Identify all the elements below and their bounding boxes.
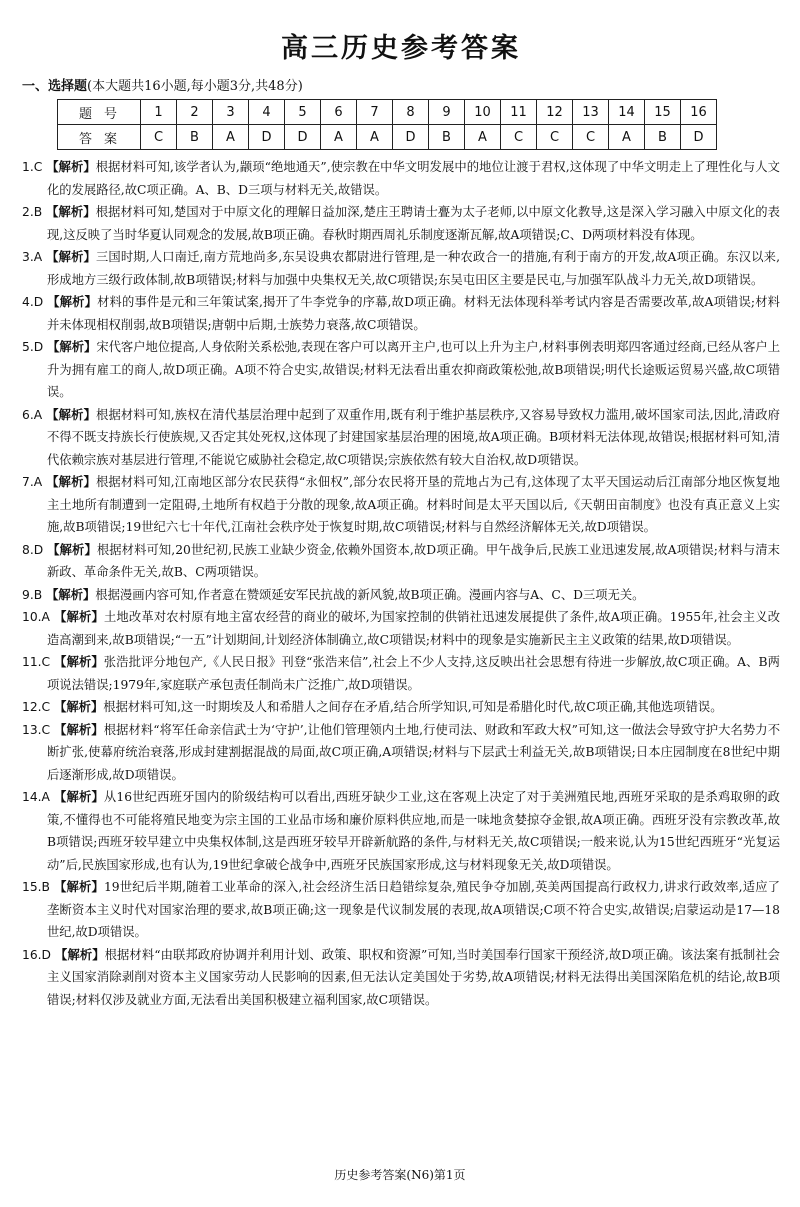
question-number-cell: 6 [321,100,357,125]
answer-cell: B [177,125,213,150]
question-number-cell: 15 [645,100,681,125]
answer-cell: B [429,125,465,150]
item-number: 9.B [22,587,43,602]
item-text: 材料的事件是元和三年策试案,揭开了牛李党争的序幕,故D项正确。材料无法体现科举考试内容是否需要改革,故A项错误;材料并未体现相权削弱,故B项错误;唐朝中后期,士族势力衰落,故C项错误。 [47,295,780,332]
page-footer: 历史参考答案(N6)第1页 [334,1168,466,1182]
item-text: 19世纪后半期,随着工业革命的深入,社会经济生活日趋错综复杂,殖民争夺加剧,英美两国提高行政权力,讲求行政效率,适应了垄断资本主义时代对国家治理的要求,故B项正确;这一现象是代议制发展的表现,故A项错误;C项不符合史实,故错误;启蒙运动是17—18世纪,故D项错误。 [47,880,780,939]
item-number: 6.A [22,407,43,422]
explanation-item [22,719,780,787]
item-text: 根据材料可知,20世纪初,民族工业缺少资金,依赖外国资本,故D项正确。甲午战争后,民族工业迅速发展,故A项错误;材料与清末新政、革命条件无关,故B、C两项错误。 [47,542,780,579]
answer-cell: A [357,125,393,150]
explanation-item [22,696,780,719]
question-number-cell: 11 [501,100,537,125]
explanation-item [22,606,780,651]
section-title: 一、选择题 [22,79,88,94]
explanation-item [22,246,780,291]
answer-table-number-row [58,100,717,125]
item-number: 13.C [22,722,51,737]
analysis-tag: 【解析】 [47,339,97,354]
answer-cell: C [573,125,609,150]
analysis-tag: 【解析】 [46,474,96,489]
explanation-item [22,539,780,584]
question-number-cell: 7 [357,100,393,125]
answer-cell: D [285,125,321,150]
explanation-list [22,156,780,1011]
analysis-tag: 【解析】 [46,406,97,422]
answer-cell: B [645,125,681,150]
explanation-item [22,291,780,336]
analysis-tag: 【解析】 [46,586,96,602]
item-number: 4.D [22,295,44,309]
row-label-answer: 答案 [58,125,141,150]
analysis-tag: 【解析】 [46,159,96,174]
explanation-item [22,651,780,696]
item-number: 5.D [22,340,44,354]
analysis-tag: 【解析】 [54,699,104,714]
question-number-cell: 12 [537,100,573,125]
answer-cell: D [393,125,429,150]
item-text: 土地改革对农村原有地主富农经营的商业的破坏,为国家控制的供销社迅速发展提供了条件,故A项正确。1955年,社会主义改造高潮到来,故B项错误;“一五”计划期间,计划经济体制确立,故C项错误;材料中的现象是实施新民主主义政策的结果,故D项错误。 [47,610,780,647]
section-note: (本大题共16小题,每小题3分,共48分) [87,79,303,94]
item-number: 8.D [22,542,44,557]
answer-cell: A [213,125,249,150]
answer-cell: D [681,125,717,150]
row-label-number: 题号 [58,100,141,125]
answer-cell: C [141,125,177,150]
answer-table [57,99,717,150]
answer-cell: C [537,125,573,150]
item-number: 11.C [22,655,51,669]
page-title: 高三历史参考答案 [281,33,521,64]
analysis-tag: 【解析】 [54,789,104,804]
item-text: 根据材料“将军任命亲信武士为‘守护’,让他们管理领内土地,行使司法、财政和军政大权”可知,这一做法会导致守护大名势力不断扩张,使幕府统治衰落,形成封建割据混战的局面,故C项正确,A项错误;材料与下层武士利益无关,故B项错误;日本庄园制度在8世纪中期后逐渐形成,故D项错误。 [47,722,780,782]
analysis-tag: 【解析】 [46,249,96,264]
analysis-tag: 【解析】 [47,541,97,557]
item-number: 16.D [22,947,52,962]
explanation-item [22,944,780,1012]
item-text: 根据漫画内容可知,作者意在赞颂延安军民抗战的新风貌,故B项正确。漫画内容与A、C、D三项无关。 [95,587,645,602]
item-text: 从16世纪西班牙国内的阶级结构可以看出,西班牙缺少工业,这在客观上决定了对于美洲殖民地,西班牙采取的是杀鸡取卵的政策,不懂得也不可能将殖民地变为宗主国的工业品市场和廉价原料供应地,而是一味地贪婪掠夺金银,故A项正确。西班牙没有宗教改革,故B项错误;西班牙较早建立中央集权体制,这是西班牙较早开辟新航路的条件,与材料无关,故C项错误;一般来说,认为15世纪西班牙“光复运动”后,民族国家形成,也有认为,19世纪拿破仑战争中,西班牙民族国家形成,这与材料现象无关,故D项错误。 [47,790,780,872]
explanation-item [22,471,780,539]
analysis-tag: 【解析】 [54,721,104,737]
question-number-cell: 10 [465,100,501,125]
question-number-cell: 14 [609,100,645,125]
item-text: 根据材料可知,楚国对于中原文化的理解日益加深,楚庄王聘请士亹为太子老师,以中原文化教导,这是深入学习融入中原文化的表现,这反映了当时华夏认同观念的发展,故B项正确。春秋时期西周礼乐制度逐渐瓦解,故A项错误;C、D两项材料没有体现。 [47,205,780,242]
item-text: 根据材料可知,该学者认为,颛顼“绝地通天”,使宗教在中华文明发展中的地位让渡于君权,这体现了中华文明走上了理性化与人文化的发展路径,故C项正确。A、B、D三项与材料无关,故错误。 [47,160,780,197]
section-heading [22,79,780,95]
item-text: 宋代客户地位提高,人身依附关系松弛,表现在客户可以离开主户,也可以上升为主户,材料事例表明郑四客通过经商,已经从客户上升为拥有雇工的商人,故D项正确。A项不符合史实,故错误;材料无法看出重农抑商政策松弛,故B项错误;明代长途贩运贸易兴盛,故C项错误。 [47,340,780,399]
question-number-cell: 8 [393,100,429,125]
answer-cell: A [465,125,501,150]
item-number: 3.A [22,250,43,264]
item-text: 根据材料可知,江南地区部分农民获得“永佃权”,部分农民将开垦的荒地占为己有,这体现了太平天国运动后江南部分地区恢复地主土地所有制遭到一定阻碍,土地所有权趋于分散的现象,故A项正确。材料时间是太平天国以后,《天朝田亩制度》也没有真正意义上实施,故B项错误;19世纪六七十年代,江南社会秩序处于恢复时期,故C项错误;材料与自然经济解体无关,故D项错误。 [47,475,780,534]
explanation-item [22,201,780,246]
item-text: 根据材料“由联邦政府协调并利用计划、政策、职权和资源”可知,当时美国奉行国家干预经济,故D项正确。该法案有抵制社会主义国家消除剥削对资本主义国家劳动人民影响的因素,但无法认定美国处于劣势,故A项错误;材料无法得出美国深陷危机的结论,故B项错误;材料仅涉及就业方面,无法看出美国积极建立福利国家,故C项错误。 [47,947,780,1007]
answer-cell: A [321,125,357,150]
item-number: 1.C [22,160,43,174]
item-number: 15.B [22,880,50,894]
item-text: 三国时期,人口南迁,南方荒地尚多,东吴设典农都尉进行管理,是一种农政合一的措施,有利于南方的开发,故A项正确。东汉以来,形成地方三级行政体制,故B项错误;材料与加强中央集权无关,故C项错误;东吴屯田区主要是民屯,与加强军队战斗力无关,故D项错误。 [47,250,780,287]
item-number: 7.A [22,475,43,489]
question-number-cell: 2 [177,100,213,125]
explanation-item [22,876,780,944]
answer-table-answer-row [58,125,717,150]
explanation-item [22,156,780,201]
item-number: 12.C [22,700,51,714]
explanation-item [22,404,780,472]
explanation-item [22,336,780,404]
analysis-tag: 【解析】 [54,609,104,624]
item-number: 10.A [22,610,50,624]
analysis-tag: 【解析】 [47,294,98,309]
item-number: 14.A [22,790,50,804]
item-text: 根据材料可知,族权在清代基层治理中起到了双重作用,既有利于维护基层秩序,又容易导致权力滥用,破坏国家司法,因此,清政府不得不既支持族长行使族规,又否定其处死权,这体现了封建国家基层治理的困境,故A项正确。B项材料无法体现,故错误;根据材料可知,清代依赖宗族对基层进行管理,不能说它威胁社会稳定,故C项错误;宗族依然有较大自治权,故D项错误。 [47,407,780,467]
question-number-cell: 1 [141,100,177,125]
answer-cell: A [609,125,645,150]
question-number-cell: 4 [249,100,285,125]
explanation-item [22,786,780,876]
question-number-cell: 5 [285,100,321,125]
analysis-tag: 【解析】 [54,654,104,669]
analysis-tag: 【解析】 [54,879,104,894]
question-number-cell: 13 [573,100,609,125]
question-number-cell: 16 [681,100,717,125]
item-number: 2.B [22,205,43,219]
question-number-cell: 9 [429,100,465,125]
item-text: 张浩批评分地包产,《人民日报》刊登“张浩来信”,社会上不少人支持,这反映出社会思想有待进一步解放,故C项正确。A、B两项说法错误;1979年,家庭联产承包责任制尚未广泛推广,故D项错误。 [47,655,780,692]
analysis-tag: 【解析】 [46,204,96,219]
answer-cell: D [249,125,285,150]
explanation-item [22,584,780,607]
question-number-cell: 3 [213,100,249,125]
item-text: 根据材料可知,这一时期埃及人和希腊人之间存在矛盾,结合所学知识,可知是希腊化时代,故C项正确,其他选项错误。 [103,700,723,714]
answer-cell: C [501,125,537,150]
analysis-tag: 【解析】 [55,946,105,962]
